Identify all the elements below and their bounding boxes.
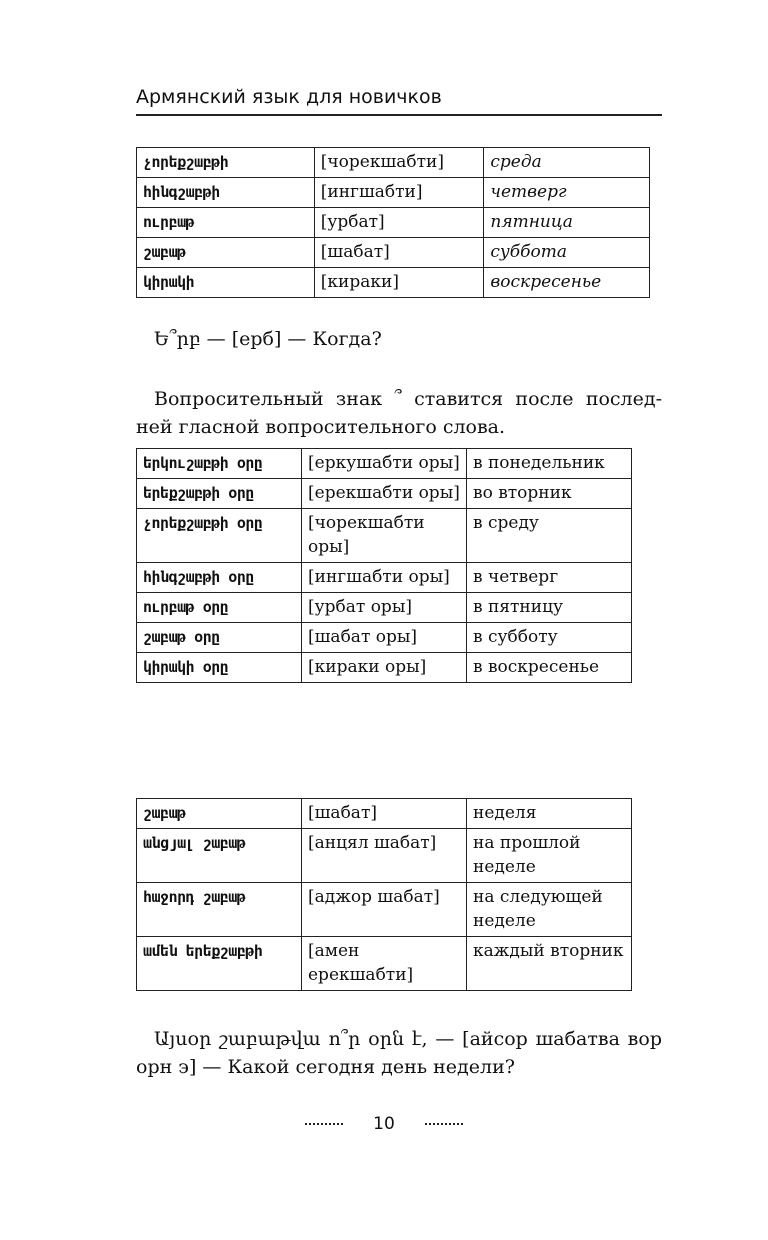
page-number: 10 (373, 1114, 395, 1134)
footer-dots-left (305, 1123, 343, 1125)
table-row: շաբաթ [шабат] неделя (137, 799, 632, 829)
final-line-1: Այսօր շաբաթվա ո՞ր օրն է, — [айсор шабатва вор (154, 1028, 662, 1050)
weekdays-table (136, 147, 650, 298)
note-paragraph (136, 385, 662, 441)
table-row: շաբաթ [шабат] суббота (137, 238, 650, 268)
week-phrases-table (136, 798, 632, 991)
table-row: հաջորդ շաբաթ [аджор шабат] на следующей неделе (137, 883, 632, 937)
when-question (136, 325, 662, 353)
table-row: հինգշաբթի [ингшабти] четверг (137, 178, 650, 208)
note-line-1: Вопросительный знак ՞ ставится после послед- (154, 388, 662, 410)
page-footer (0, 1114, 768, 1134)
table-row: չորեքշաբթի [чорекшабти] среда (137, 148, 650, 178)
table-row: հինգշաբթի օրը [ингшабти оры] в четверг (137, 563, 632, 593)
final-paragraph (136, 1025, 662, 1081)
table-row: շաբաթ օրը [шабат оры] в субботу (137, 623, 632, 653)
on-day-table (136, 448, 632, 683)
final-line-2: орн э] — Какой сегодня день недели? (136, 1056, 515, 1078)
table-row: ուրբաթ օրը [урбат оры] в пятницу (137, 593, 632, 623)
note-line-2: ней гласной вопросительного слова. (136, 416, 506, 438)
header-rule (136, 114, 662, 116)
when-text: Ե՞րբ — [ерб] — Когда? (154, 328, 382, 350)
table-row: չորեքշաբթի օրը [чорекшабти оры] в среду (137, 509, 632, 563)
table-row: երեքշաբթի օրը [ерекшабти оры] во вторник (137, 479, 632, 509)
table-row: երկուշաբթի օրը [еркушабти оры] в понедельник (137, 449, 632, 479)
table-row: կիրակի օրը [кираки оры] в воскресенье (137, 653, 632, 683)
table-row: ուրբաթ [урбат] пятница (137, 208, 650, 238)
footer-dots-right (425, 1123, 463, 1125)
table-row: անցյալ շաբաթ [анцял шабат] на прошлой неделе (137, 829, 632, 883)
running-header: Армянский язык для новичков (136, 86, 442, 108)
table-row: ամեն երեքշաբթի [амен ерекшабти] каждый вторник (137, 937, 632, 991)
table-row: կիրակի [кираки] воскресенье (137, 268, 650, 298)
